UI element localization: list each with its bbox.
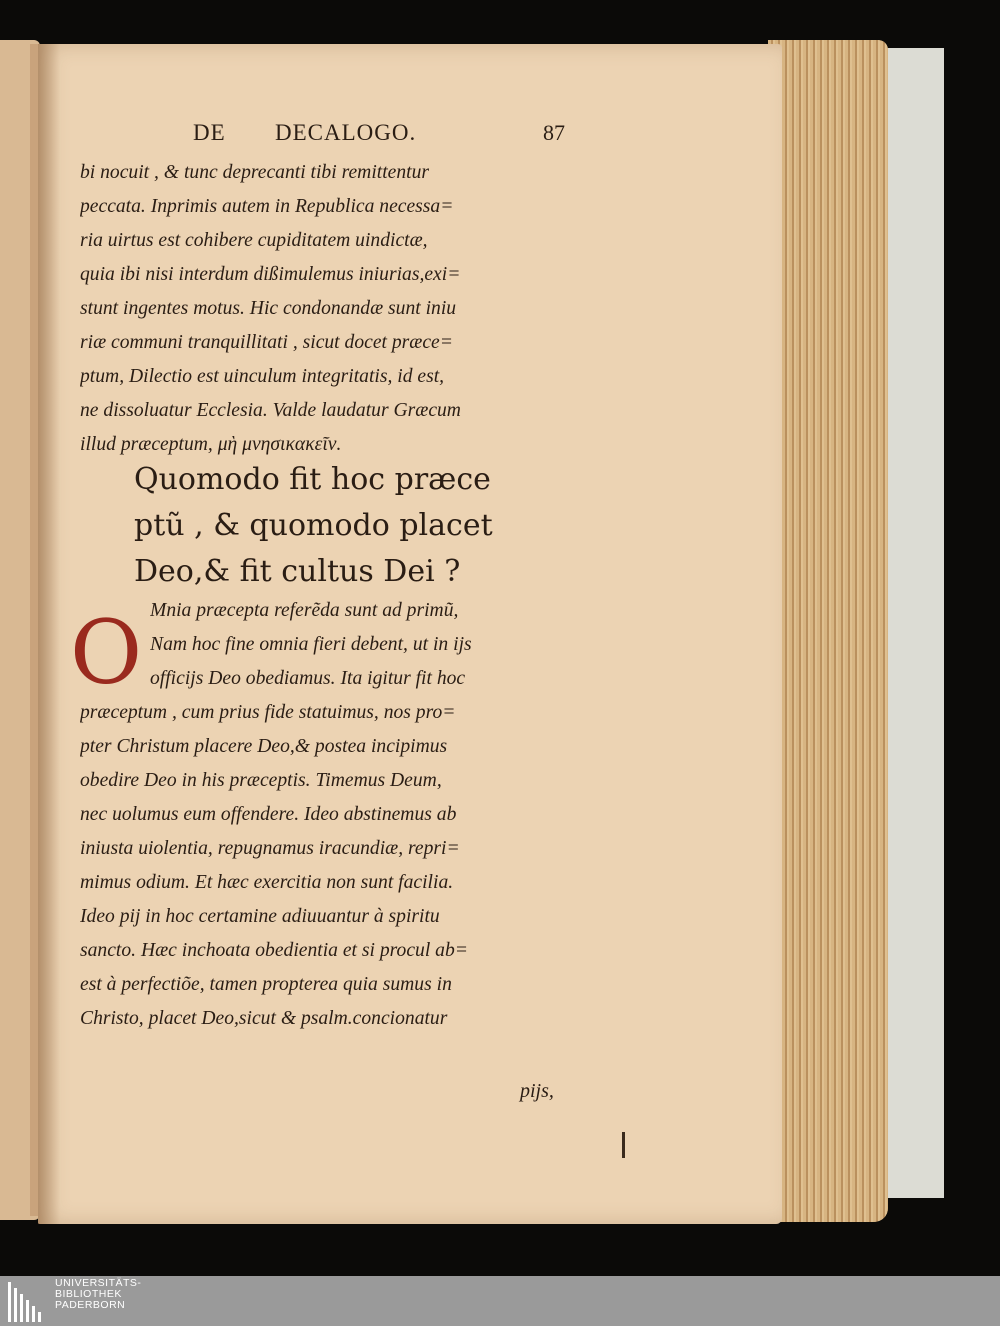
text-line: bi nocuit , & tunc deprecanti tibi remittentur bbox=[80, 162, 430, 183]
library-name-line-2: BIBLIOTHEK bbox=[55, 1288, 122, 1300]
text-line: nec uolumus eum offendere. Ideo abstinemus ab bbox=[80, 804, 457, 825]
running-title-word-2: DECALOGO. bbox=[275, 120, 417, 145]
text-line: ria uirtus est cohibere cupiditatem uindictæ, bbox=[80, 230, 428, 251]
section-heading-line-3: Deo,& fit cultus Dei ? bbox=[134, 554, 461, 589]
paragraph-2 bbox=[80, 696, 590, 1036]
text-line: riæ communi tranquillitati , sicut docet præce= bbox=[80, 332, 453, 353]
paragraph-2-indented bbox=[150, 594, 590, 699]
text-line: sancto. Hæc inchoata obedientia et si procul ab= bbox=[80, 940, 468, 961]
signature-mark bbox=[622, 1132, 625, 1158]
text-line: quia ibi nisi interdum dißimulemus iniurias,exi= bbox=[80, 264, 461, 285]
library-name-line-1: UNIVERSITÄTS- bbox=[55, 1277, 142, 1289]
book-page bbox=[38, 44, 782, 1224]
drop-cap: O bbox=[70, 601, 143, 704]
text-line: peccata. Inprimis autem in Republica necessa= bbox=[80, 196, 454, 217]
section-heading-line-1: Quomodo fit hoc præce bbox=[134, 462, 491, 497]
text-line: Mnia præcepta referẽda sunt ad primũ, bbox=[150, 600, 459, 621]
running-head bbox=[193, 120, 633, 150]
section-heading-line-2: ptũ , & quomodo placet bbox=[134, 508, 493, 543]
text-line: Nam hoc fine omnia fieri debent, ut in ijs bbox=[150, 634, 472, 655]
text-line: pter Christum placere Deo,& postea incipimus bbox=[80, 736, 448, 757]
text-line: iniusta uiolentia, repugnamus iracundiæ, repri= bbox=[80, 838, 460, 859]
text-line: est à perfectiõe, tamen propterea quia sumus in bbox=[80, 974, 452, 995]
library-logo-icon bbox=[8, 1276, 48, 1326]
text-line: officijs Deo obediamus. Ita igitur fit hoc bbox=[150, 668, 466, 689]
library-name-line-3: PADERBORN bbox=[55, 1299, 126, 1311]
library-footer bbox=[0, 1276, 1000, 1326]
text-line: Christo, placet Deo,sicut & psalm.concionatur bbox=[80, 1008, 448, 1029]
text-line: Ideo pij in hoc certamine adiuuantur à spiritu bbox=[80, 906, 440, 927]
text-line: stunt ingentes motus. Hic condonandæ sunt iniu bbox=[80, 298, 457, 319]
text-line: ne dissoluatur Ecclesia. Valde laudatur Græcum bbox=[80, 400, 461, 421]
text-line: ptum, Dilectio est uinculum integritatis, id est, bbox=[80, 366, 445, 387]
running-title-word-1: DE bbox=[193, 120, 226, 145]
text-line: præceptum , cum prius fide statuimus, nos pro= bbox=[80, 702, 456, 723]
catchword: pijs, bbox=[520, 1080, 554, 1102]
folio-number: 87 bbox=[543, 120, 565, 145]
text-line: obedire Deo in his præceptis. Timemus Deum, bbox=[80, 770, 442, 791]
text-line: mimus odium. Et hæc exercitia non sunt facilia. bbox=[80, 872, 454, 893]
page-gutter-shadow bbox=[38, 44, 60, 1224]
page-block-edge bbox=[768, 40, 888, 1222]
text-line: illud præceptum, μὴ μνησικακεῖν. bbox=[80, 434, 342, 455]
library-name bbox=[55, 1278, 141, 1311]
paragraph-1 bbox=[80, 156, 590, 466]
